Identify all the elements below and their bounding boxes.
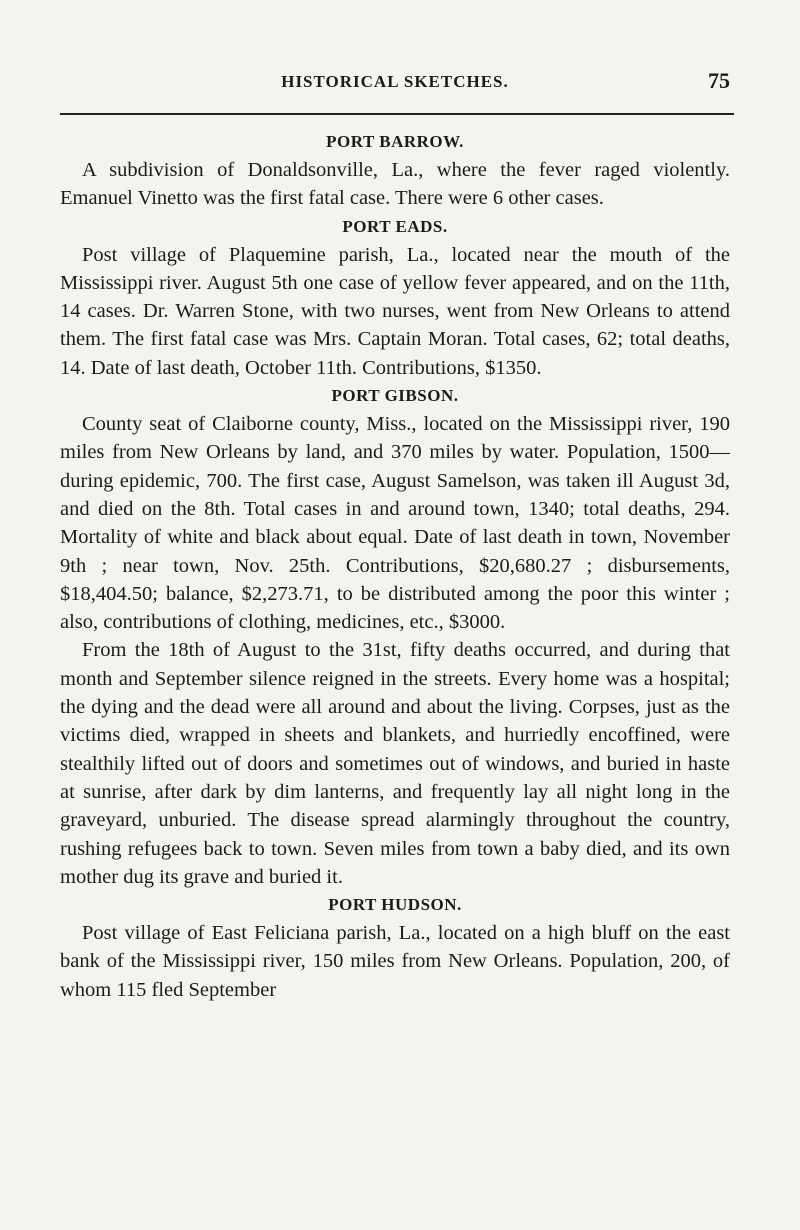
- paragraph: Post village of Plaquemine parish, La., located near the mouth of the Mississippi river. August 5th one case of yellow fever appeared, and on the 11th, 14 cases. Dr. Warren Stone, with two nurses, went from New Orleans to attend them. The first fatal case was Mrs. Captain Moran. Total cases, 62; total deaths, 14. Date of last death, October 11th. Contributions, $1350.: [60, 243, 730, 379]
- section-port-eads: [60, 213, 730, 382]
- page-number: 75: [708, 68, 730, 93]
- paragraph: Post village of East Feliciana parish, La., located on a high bluff on the east bank of the Mississippi river, 150 miles from New Orleans. Population, 200, of whom 115 fled September: [60, 922, 730, 1001]
- running-head: [60, 68, 730, 102]
- paragraph: A subdivision of Donaldsonville, La., where the fever raged violently. Emanuel Vinetto was the first fatal case. There were 6 other cases.: [60, 159, 730, 210]
- section-heading: PORT EADS.: [342, 216, 448, 236]
- running-title: HISTORICAL SKETCHES.: [281, 72, 509, 91]
- page-body: [60, 128, 730, 1004]
- section-port-hudson: [60, 891, 730, 1004]
- section-heading: PORT BARROW.: [326, 132, 464, 151]
- section-port-barrow: [60, 128, 730, 213]
- paragraph: County seat of Claiborne county, Miss., located on the Mississippi river, 190 miles from New Orleans by land, and 370 miles by water. Population, 1500—during epidemic, 700. The first case, August Samelson, was taken ill August 3d, and died on the 8th. Total cases in and around town, 1340; total deaths, 294. Mortality of white and black about equal. Date of last death in town, November 9th ; near town, Nov. 25th. Contributions, $20,680.27 ; disbursements, $18,404.50; balance, $2,273.71, to be distributed among the poor this winter ; also, contributions of clothing, medicines, etc., $3000.: [60, 413, 730, 634]
- header-rule: [60, 113, 734, 115]
- section-port-gibson: [60, 382, 730, 891]
- section-heading: PORT HUDSON.: [328, 895, 462, 915]
- paragraph: From the 18th of August to the 31st, fifty deaths occurred, and during that month and September silence reigned in the streets. Every home was a hospital; the dying and the dead were all around and about the living. Corpses, just as the victims died, wrapped in sheets and blankets, and hurriedly encoffined, were stealthily lifted out of doors and sometimes out of windows, and buried in haste at sunrise, after dark by dim lanterns, and frequently lay all night long in the graveyard, unburied. The disease spread alarmingly throughout the country, rushing refugees back to town. Seven miles from town a baby died, and its own mother dug its grave and buried it.: [60, 639, 730, 888]
- section-heading: PORT GIBSON.: [331, 386, 459, 406]
